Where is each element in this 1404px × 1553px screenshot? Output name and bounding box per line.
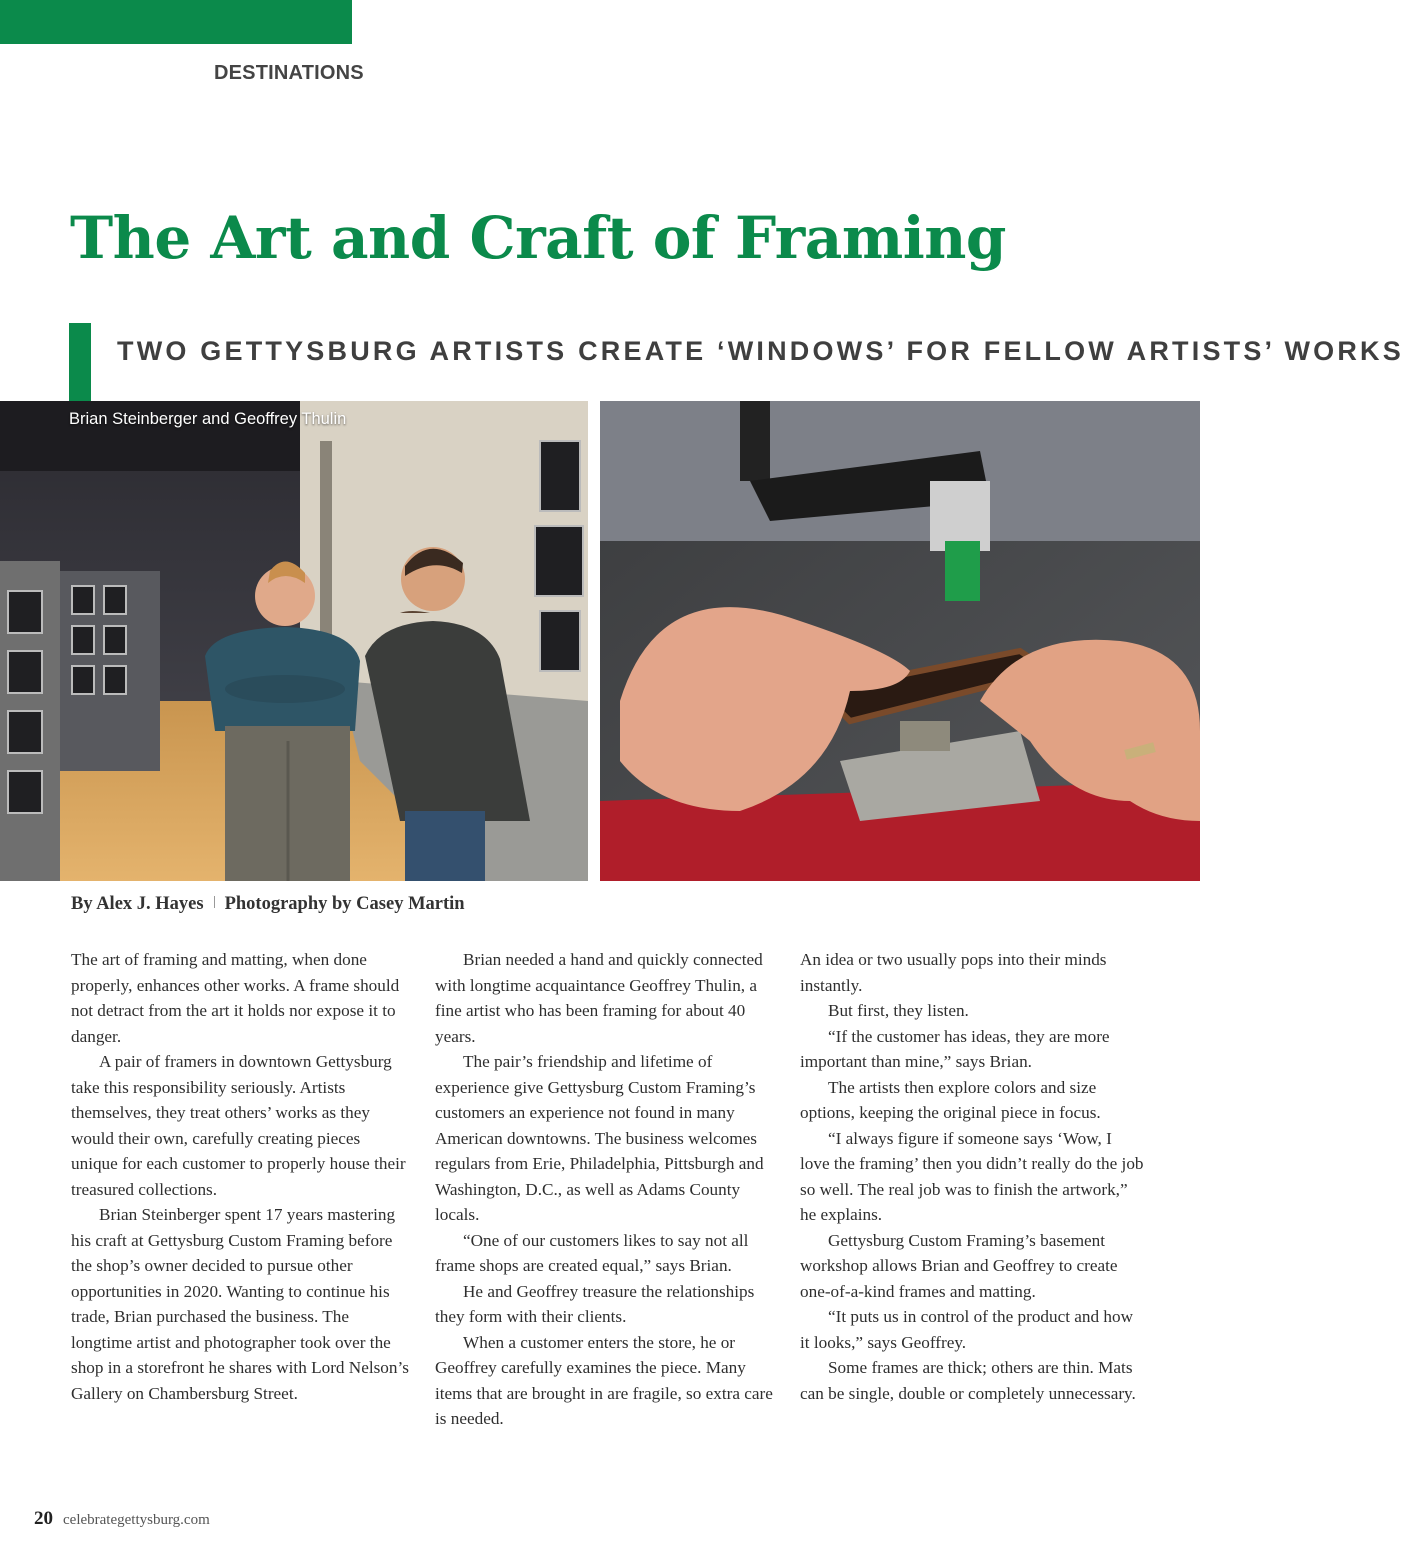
section-label: DESTINATIONS (214, 62, 364, 84)
paragraph: “It puts us in control of the product and how it looks,” says Geoffrey. (800, 1307, 1134, 1352)
framing-hands-photo (600, 401, 1200, 881)
page-number: 20 (34, 1508, 53, 1529)
paragraph: Gettysburg Custom Framing’s basement workshop allows Brian and Geoffrey to create one-of-a-kind frames and matting. (800, 1230, 1118, 1301)
byline-separator (214, 896, 215, 908)
paragraph: Brian needed a hand and quickly connected with longtime acquaintance Geoffrey Thulin, a fine artist who has been framing for about 40 years. (435, 950, 763, 1046)
byline (71, 894, 465, 915)
paragraph: “One of our customers likes to say not all frame shops are created equal,” says Brian. (435, 1230, 749, 1275)
body-column-2 (435, 947, 775, 1432)
paragraph: Brian Steinberger spent 17 years mastering his craft at Gettysburg Custom Framing before the shop’s owner decided to pursue other opportunities in 2020. Wanting to continue his trade, Brian purchased the business. The longtime artist and photographer took over the shop in a storefront he shares with Lord Nelson’s Gallery on Chambersburg Street. (71, 1205, 409, 1403)
paragraph: Some frames are thick; others are thin. Mats can be single, double or completely unnecessary. (800, 1358, 1136, 1403)
body-column-1 (71, 947, 411, 1406)
paragraph: The pair’s friendship and lifetime of experience give Gettysburg Custom Framing’s customers an experience not found in many American downtowns. The business welcomes regulars from Erie, Philadelphia, Pittsburgh and Washington, D.C., as well as Adams County locals. (435, 1052, 764, 1224)
paragraph: When a customer enters the store, he or Geoffrey carefully examines the piece. Many items that are brought in are fragile, so extra care is needed. (435, 1332, 773, 1428)
paragraph: He and Geoffrey treasure the relationships they form with their clients. (435, 1281, 755, 1326)
paragraph: An idea or two usually pops into their minds instantly. (800, 950, 1107, 995)
photo-caption: Brian Steinberger and Geoffrey Thulin (69, 410, 347, 428)
paragraph: The art of framing and matting, when done properly, enhances other works. A frame should not detract from the art it holds nor expose it to danger. (71, 950, 400, 1046)
byline-photographer: Photography by Casey Martin (224, 894, 465, 914)
page-footer (34, 1508, 210, 1530)
paragraph: But first, they listen. (828, 1001, 969, 1020)
article-title: The Art and Craft of Framing (70, 204, 1006, 272)
paragraph: A pair of framers in downtown Gettysburg take this responsibility seriously. Artists themselves, they treat others’ works as they would their own, carefully creating pieces unique for each customer to properly house their treasured collections. (71, 1052, 406, 1199)
deck-accent-bar (69, 323, 91, 401)
website-link[interactable]: celebrategettysburg.com (63, 1512, 210, 1528)
gallery-portrait-photo (0, 401, 588, 881)
paragraph: “I always figure if someone says ‘Wow, I love the framing’ then you didn’t really do the job so well. The real job was to finish the artwork,” he explains. (800, 1128, 1144, 1224)
body-column-3 (800, 947, 1145, 1406)
article-deck: TWO GETTYSBURG ARTISTS CREATE ‘WINDOWS’ FOR FELLOW ARTISTS’ WORKS (117, 336, 1404, 366)
paragraph: The artists then explore colors and size options, keeping the original piece in focus. (800, 1077, 1101, 1122)
paragraph: “If the customer has ideas, they are more important than mine,” says Brian. (800, 1026, 1110, 1071)
top-accent-bar (0, 0, 352, 44)
byline-author: By Alex J. Hayes (71, 894, 204, 914)
